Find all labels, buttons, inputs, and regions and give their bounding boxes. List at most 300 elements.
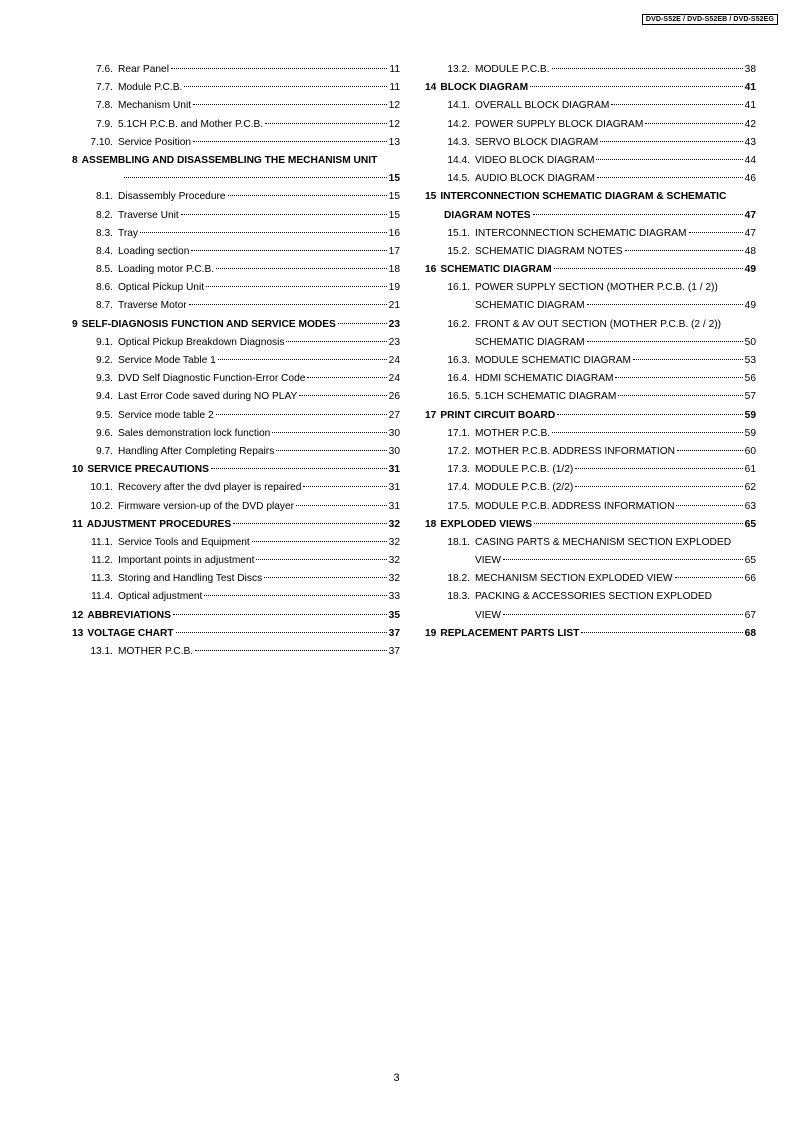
toc-subsection-entry[interactable]: [60, 334, 400, 352]
toc-entry-title: MODULE P.C.B. (2/2): [475, 482, 574, 494]
toc-entry-page: 46: [744, 173, 756, 185]
toc-subsection-entry[interactable]: [425, 225, 756, 243]
toc-subsection-entry[interactable]: [60, 388, 400, 406]
toc-entry-title: SCHEMATIC DIAGRAM: [440, 264, 552, 276]
toc-entry-page: 11: [389, 64, 400, 75]
toc-entry-number: 7.8.: [96, 100, 113, 112]
toc-entry-title: Loading section: [118, 245, 190, 257]
toc-entry-page: 21: [388, 300, 400, 312]
dot-leader: [633, 359, 743, 360]
dot-leader: [625, 250, 743, 251]
toc-entry-number: 15.2.: [447, 245, 470, 257]
toc-entry-page: 35: [388, 609, 400, 621]
toc-subsection-entry[interactable]: [60, 534, 400, 552]
toc-entry-page: 56: [744, 373, 756, 385]
dot-leader: [299, 395, 386, 396]
toc-entry-page: 65: [744, 518, 756, 530]
toc-entry-title: HDMI SCHEMATIC DIAGRAM: [475, 373, 614, 385]
dot-leader: [338, 323, 387, 324]
toc-entry-page: 31: [388, 464, 400, 476]
dot-leader: [533, 214, 743, 215]
toc-entry-title: DVD Self Diagnostic Function-Error Code: [118, 373, 306, 385]
toc-subsection-entry[interactable]: [60, 443, 400, 461]
dot-leader: [581, 632, 742, 633]
toc-entry-page: 15: [388, 191, 400, 203]
toc-entry-number: 17.1.: [447, 427, 470, 439]
dot-leader: [676, 505, 742, 506]
toc-entry-title: 5.1CH P.C.B. and Mother P.C.B.: [118, 118, 264, 130]
dot-leader: [307, 377, 386, 378]
toc-entry-page: 12: [388, 100, 400, 112]
dot-leader: [575, 468, 742, 469]
toc-subsection-entry[interactable]: [425, 279, 756, 297]
dot-leader: [552, 68, 743, 69]
toc-entry-title: SCHEMATIC DIAGRAM: [475, 300, 585, 312]
toc-entry-number: 8.1.: [96, 191, 113, 203]
toc-subsection-entry[interactable]: [60, 370, 400, 388]
dot-leader: [554, 268, 743, 269]
toc-entry-number: 17.2.: [447, 445, 470, 457]
toc-entry-number: 9.5.: [96, 409, 113, 421]
toc-entry-number: 11: [72, 518, 83, 530]
toc-subsection-entry[interactable]: [60, 225, 400, 243]
dot-leader: [534, 523, 743, 524]
toc-entry-number: 13: [72, 627, 84, 639]
dot-leader: [615, 377, 742, 378]
toc-entry-title: DIAGRAM NOTES: [444, 209, 531, 221]
toc-entry-page: 13: [388, 136, 400, 148]
dot-leader: [191, 250, 386, 251]
toc-subsection-entry[interactable]: [60, 407, 400, 425]
toc-entry-title: FRONT & AV OUT SECTION (MOTHER P.C.B. (2 / 2)): [475, 318, 722, 330]
toc-subsection-entry[interactable]: [425, 61, 756, 79]
toc-entry-page: 50: [744, 336, 756, 348]
toc-entry-title: Firmware version-up of the DVD player: [118, 500, 295, 512]
dot-leader: [575, 486, 742, 487]
toc-entry-title: Service Mode Table 1: [118, 355, 216, 366]
dot-leader: [600, 141, 742, 142]
toc-entry-page: 32: [388, 573, 400, 585]
toc-entry-page: 59: [744, 427, 756, 439]
toc-entry-number: 18.3.: [447, 591, 470, 603]
toc-entry-page: 49: [744, 264, 756, 276]
toc-entry-number: 10.1.: [90, 482, 113, 494]
toc-section-continuation[interactable]: [60, 170, 400, 188]
toc-section-entry[interactable]: [60, 625, 400, 643]
toc-entry-title: SELF-DIAGNOSIS FUNCTION AND SERVICE MODES: [81, 318, 336, 330]
toc-entry-title: Module P.C.B.: [118, 82, 183, 94]
toc-entry-title: Sales demonstration lock function: [118, 427, 271, 439]
toc-entry-title: INTERCONNECTION SCHEMATIC DIAGRAM & SCHEMATIC: [440, 191, 727, 203]
toc-entry-number: 8.3.: [96, 227, 113, 239]
toc-entry-page: 15: [388, 173, 400, 185]
toc-entry-number: 18.1.: [447, 536, 470, 548]
toc-subsection-entry[interactable]: [60, 297, 400, 315]
toc-entry-page: 61: [744, 464, 756, 476]
dot-leader: [597, 177, 743, 178]
toc-entry-title: CASING PARTS & MECHANISM SECTION EXPLODED: [475, 536, 732, 548]
dot-leader: [216, 414, 387, 415]
toc-subsection-entry[interactable]: [425, 134, 756, 152]
toc-entry-number: 17.4.: [447, 482, 470, 494]
toc-entry-page: 32: [388, 536, 400, 548]
toc-subsection-continuation[interactable]: [425, 334, 756, 352]
toc-section-entry[interactable]: [425, 79, 756, 97]
dot-leader: [228, 195, 387, 196]
toc-subsection-entry[interactable]: [425, 97, 756, 115]
toc-subsection-entry[interactable]: [425, 443, 756, 461]
toc-entry-title: Service Position: [118, 136, 192, 148]
toc-subsection-entry[interactable]: [425, 316, 756, 334]
dot-leader: [265, 123, 387, 124]
toc-entry-number: 14.3.: [447, 136, 470, 148]
toc-entry-number: 12: [72, 609, 84, 621]
toc-entry-title: AUDIO BLOCK DIAGRAM: [475, 173, 596, 185]
toc-entry-number: 13.1.: [90, 646, 113, 657]
toc-entry-title: SERVICE PRECAUTIONS: [87, 464, 209, 476]
toc-entry-number: 11.2.: [91, 555, 113, 567]
toc-section-entry[interactable]: [425, 625, 756, 643]
toc-entry-title: OVERALL BLOCK DIAGRAM: [475, 100, 610, 112]
dot-leader: [677, 450, 743, 451]
toc-entry-number: 15: [425, 191, 437, 203]
toc-entry-number: 16.3.: [447, 355, 470, 366]
model-number-header: DVD-S52E / DVD-S52EB / DVD-S52EG: [642, 14, 778, 25]
toc-entry-page: 23: [388, 336, 400, 348]
toc-entry-number: 14.2.: [447, 118, 470, 130]
toc-entry-page: 18: [388, 264, 400, 276]
toc-entry-title: Recovery after the dvd player is repaired: [118, 482, 302, 494]
toc-entry-title: Rear Panel: [118, 64, 169, 75]
dot-leader: [503, 559, 743, 560]
dot-leader: [181, 214, 387, 215]
toc-entry-title: Disassembly Procedure: [118, 191, 226, 203]
toc-entry-title: Service mode table 2: [118, 409, 214, 421]
toc-subsection-entry[interactable]: [60, 97, 400, 115]
toc-left-column: [60, 61, 400, 661]
toc-entry-page: 62: [744, 482, 756, 494]
toc-entry-title: Loading motor P.C.B.: [118, 264, 215, 276]
toc-subsection-entry[interactable]: [60, 425, 400, 443]
toc-entry-title: Storing and Handling Test Discs: [118, 573, 263, 585]
toc-entry-page: 41: [744, 100, 756, 112]
toc-entry-page: 37: [388, 627, 400, 639]
toc-entry-number: 14.1.: [447, 100, 470, 112]
toc-entry-title: 5.1CH SCHEMATIC DIAGRAM: [475, 391, 617, 403]
toc-section-entry[interactable]: [425, 261, 756, 279]
toc-subsection-entry[interactable]: [425, 588, 756, 606]
toc-entry-number: 9.1.: [96, 336, 113, 348]
toc-entry-title: PRINT CIRCUIT BOARD: [440, 409, 556, 421]
toc-subsection-entry[interactable]: [60, 643, 400, 661]
toc-entry-number: 14.5.: [447, 173, 470, 185]
toc-entry-number: 9.6.: [96, 427, 113, 439]
toc-entry-title: VIDEO BLOCK DIAGRAM: [475, 154, 595, 166]
toc-section-entry[interactable]: [60, 461, 400, 479]
toc-entry-page: 26: [388, 391, 400, 403]
toc-entry-number: 9.3.: [96, 373, 113, 385]
dot-leader: [286, 341, 386, 342]
toc-entry-title: MOTHER P.C.B.: [118, 646, 194, 657]
toc-entry-title: MECHANISM SECTION EXPLODED VIEW: [475, 573, 673, 585]
toc-entry-number: 11.4.: [91, 591, 113, 603]
toc-entry-number: 19: [425, 627, 437, 639]
dot-leader: [264, 577, 386, 578]
toc-entry-page: 37: [388, 646, 400, 657]
toc-entry-number: 8.4.: [96, 245, 113, 257]
toc-subsection-entry[interactable]: [60, 188, 400, 206]
toc-subsection-continuation[interactable]: [425, 607, 756, 625]
toc-entry-page: 38: [744, 64, 756, 75]
toc-entry-page: 30: [388, 427, 400, 439]
toc-entry-page: 59: [744, 409, 756, 421]
dot-leader: [189, 304, 387, 305]
toc-entry-page: 30: [388, 445, 400, 457]
dot-leader: [124, 177, 387, 178]
toc-entry-page: 16: [388, 227, 400, 239]
toc-entry-title: INTERCONNECTION SCHEMATIC DIAGRAM: [475, 227, 687, 239]
dot-leader: [176, 632, 387, 633]
toc-entry-number: 8.5.: [96, 264, 113, 276]
toc-subsection-entry[interactable]: [425, 370, 756, 388]
toc-entry-page: 31: [388, 500, 400, 512]
toc-entry-title: MODULE P.C.B. ADDRESS INFORMATION: [475, 500, 675, 512]
toc-entry-title: Mechanism Unit: [118, 100, 192, 112]
toc-entry-page: 32: [388, 518, 400, 530]
toc-entry-title: Traverse Unit: [118, 209, 179, 221]
toc-entry-page: 19: [388, 282, 400, 294]
toc-entry-number: 10.2.: [90, 500, 113, 512]
toc-entry-page: 17: [388, 245, 400, 257]
toc-subsection-entry[interactable]: [425, 243, 756, 261]
toc-entry-page: 47: [744, 209, 756, 221]
toc-subsection-entry[interactable]: [425, 116, 756, 134]
toc-entry-page: 23: [388, 318, 400, 330]
toc-section-continuation[interactable]: [425, 207, 756, 225]
toc-subsection-entry[interactable]: [425, 352, 756, 370]
toc-subsection-continuation[interactable]: [425, 552, 756, 570]
dot-leader: [503, 614, 743, 615]
toc-entry-title: REPLACEMENT PARTS LIST: [440, 627, 580, 639]
toc-entry-title: Handling After Completing Repairs: [118, 445, 275, 457]
toc-subsection-entry[interactable]: [425, 152, 756, 170]
toc-entry-title: BLOCK DIAGRAM: [440, 82, 529, 94]
dot-leader: [173, 614, 387, 615]
toc-entry-number: 7.10.: [90, 136, 113, 148]
toc-entry-title: ASSEMBLING AND DISASSEMBLING THE MECHANISM UNIT: [81, 154, 378, 166]
toc-entry-number: 17.5.: [447, 500, 470, 512]
toc-subsection-entry[interactable]: [425, 425, 756, 443]
toc-entry-number: 8.7.: [96, 300, 113, 312]
toc-entry-title: Last Error Code saved during NO PLAY: [118, 391, 298, 403]
toc-entry-page: 44: [744, 154, 756, 166]
toc-subsection-entry[interactable]: [425, 534, 756, 552]
toc-entry-number: 7.6.: [96, 64, 113, 75]
dot-leader: [303, 486, 386, 487]
toc-entry-page: 15: [388, 209, 400, 221]
toc-subsection-entry[interactable]: [60, 552, 400, 570]
dot-leader: [233, 523, 387, 524]
toc-entry-number: 18: [425, 518, 437, 530]
toc-entry-title: SCHEMATIC DIAGRAM NOTES: [475, 245, 623, 257]
dot-leader: [689, 232, 743, 233]
dot-leader: [675, 577, 743, 578]
dot-leader: [587, 304, 743, 305]
toc-subsection-entry[interactable]: [60, 261, 400, 279]
dot-leader: [587, 341, 743, 342]
toc-subsection-entry[interactable]: [60, 498, 400, 516]
dot-leader: [216, 268, 387, 269]
toc-entry-title: Optical adjustment: [118, 591, 203, 603]
toc-subsection-entry[interactable]: [425, 479, 756, 497]
dot-leader: [256, 559, 386, 560]
toc-entry-title: SERVO BLOCK DIAGRAM: [475, 136, 599, 148]
dot-leader: [195, 650, 387, 651]
toc-entry-number: 16.4.: [447, 373, 470, 385]
toc-section-entry[interactable]: [60, 516, 400, 534]
toc-entry-number: 15.1.: [447, 227, 470, 239]
toc-entry-number: 16.1.: [447, 282, 470, 294]
toc-subsection-entry[interactable]: [60, 116, 400, 134]
toc-entry-page: 66: [744, 573, 756, 585]
toc-subsection-continuation[interactable]: [425, 297, 756, 315]
dot-leader: [193, 104, 387, 105]
toc-entry-number: 17.3.: [447, 464, 470, 476]
toc-entry-title: MODULE SCHEMATIC DIAGRAM: [475, 355, 632, 366]
toc-entry-title: VIEW: [475, 555, 502, 567]
toc-entry-page: 31: [388, 482, 400, 494]
toc-subsection-entry[interactable]: [60, 570, 400, 588]
toc-subsection-entry[interactable]: [60, 243, 400, 261]
toc-entry-page: 65: [744, 555, 756, 567]
toc-entry-title: POWER SUPPLY BLOCK DIAGRAM: [475, 118, 644, 130]
toc-section-entry[interactable]: [60, 607, 400, 625]
dot-leader: [140, 232, 387, 233]
dot-leader: [184, 86, 387, 87]
toc-entry-page: 57: [744, 391, 756, 403]
toc-entry-title: Traverse Motor: [118, 300, 187, 312]
toc-entry-title: MOTHER P.C.B. ADDRESS INFORMATION: [475, 445, 675, 457]
toc-entry-number: 17: [425, 409, 437, 421]
toc-entry-page: 63: [744, 500, 756, 512]
toc-entry-title: MODULE P.C.B. (1/2): [475, 464, 574, 476]
dot-leader: [193, 141, 387, 142]
toc-section-entry[interactable]: [60, 152, 400, 170]
dot-leader: [252, 541, 387, 542]
toc-entry-number: 7.7.: [96, 82, 113, 94]
toc-entry-number: 9.4.: [96, 391, 113, 403]
toc-entry-number: 9.7.: [96, 445, 113, 457]
toc-entry-page: 33: [388, 591, 400, 603]
toc-subsection-entry[interactable]: [425, 570, 756, 588]
toc-section-entry[interactable]: [425, 188, 756, 206]
toc-entry-page: 68: [744, 627, 756, 639]
toc-entry-page: 67: [744, 609, 756, 621]
toc-entry-number: 16: [425, 264, 437, 276]
toc-entry-page: 43: [744, 136, 756, 148]
toc-entry-title: POWER SUPPLY SECTION (MOTHER P.C.B. (1 / 2)): [475, 282, 718, 294]
toc-subsection-entry[interactable]: [60, 479, 400, 497]
toc-entry-title: MODULE P.C.B.: [475, 64, 550, 75]
toc-entry-number: 16.2.: [447, 318, 470, 330]
toc-entry-number: 8.2.: [96, 209, 113, 221]
toc-entry-title: ADJUSTMENT PROCEDURES: [86, 518, 232, 530]
dot-leader: [557, 414, 742, 415]
toc-entry-title: SCHEMATIC DIAGRAM: [475, 336, 585, 348]
toc-entry-page: 24: [388, 355, 400, 366]
toc-entry-number: 9: [72, 318, 78, 330]
toc-subsection-entry[interactable]: [60, 134, 400, 152]
dot-leader: [206, 286, 387, 287]
toc-entry-number: 18.2.: [447, 573, 470, 585]
dot-leader: [611, 104, 742, 105]
toc-entry-number: 9.2.: [96, 355, 113, 366]
dot-leader: [596, 159, 742, 160]
toc-section-entry[interactable]: [425, 516, 756, 534]
toc-entry-number: 8.6.: [96, 282, 113, 294]
dot-leader: [530, 86, 743, 87]
toc-subsection-entry[interactable]: [60, 352, 400, 370]
dot-leader: [272, 432, 386, 433]
toc-entry-title: VIEW: [475, 609, 502, 621]
toc-entry-title: MOTHER P.C.B.: [475, 427, 551, 439]
toc-subsection-entry[interactable]: [425, 170, 756, 188]
dot-leader: [204, 595, 386, 596]
toc-subsection-entry[interactable]: [60, 79, 400, 97]
toc-entry-title: Tray: [118, 227, 138, 239]
toc-subsection-entry[interactable]: [60, 279, 400, 297]
dot-leader: [618, 395, 742, 396]
dot-leader: [276, 450, 386, 451]
toc-entry-title: EXPLODED VIEWS: [440, 518, 533, 530]
dot-leader: [552, 432, 743, 433]
toc-entry-page: 12: [388, 118, 400, 130]
toc-subsection-entry[interactable]: [425, 498, 756, 516]
toc-section-entry[interactable]: [425, 407, 756, 425]
toc-entry-page: 60: [744, 445, 756, 457]
toc-entry-number: 11.3.: [91, 573, 113, 585]
toc-subsection-entry[interactable]: [60, 588, 400, 606]
toc-entry-number: 16.5.: [447, 391, 470, 403]
toc-entry-page: 42: [744, 118, 756, 130]
toc-subsection-entry[interactable]: [60, 207, 400, 225]
toc-entry-number: 8: [72, 154, 78, 166]
toc-subsection-entry[interactable]: [425, 461, 756, 479]
toc-entry-title: Optical Pickup Breakdown Diagnosis: [118, 336, 285, 348]
toc-entry-title: Important points in adjustment: [118, 555, 255, 567]
toc-entry-title: ABBREVIATIONS: [87, 609, 171, 621]
toc-entry-page: 27: [388, 409, 400, 421]
toc-subsection-entry[interactable]: [425, 388, 756, 406]
toc-entry-title: Optical Pickup Unit: [118, 282, 205, 294]
toc-entry-title: Service Tools and Equipment: [118, 536, 250, 548]
toc-entry-number: 13.2.: [447, 64, 470, 75]
toc-entry-page: 48: [744, 245, 756, 257]
dot-leader: [296, 505, 387, 506]
toc-entry-number: 11.1.: [91, 536, 113, 548]
page-number: 3: [393, 1072, 400, 1084]
toc-entry-number: 10: [72, 464, 84, 476]
toc-right-column: [425, 61, 756, 643]
toc-entry-number: 14: [425, 82, 437, 94]
toc-section-entry[interactable]: [60, 316, 400, 334]
dot-leader: [211, 468, 387, 469]
toc-subsection-entry[interactable]: [60, 61, 400, 79]
toc-entry-title: PACKING & ACCESSORIES SECTION EXPLODED: [475, 591, 713, 603]
toc-entry-page: 24: [388, 373, 400, 385]
toc-entry-page: 11: [389, 82, 400, 94]
toc-entry-number: 7.9.: [96, 118, 113, 130]
